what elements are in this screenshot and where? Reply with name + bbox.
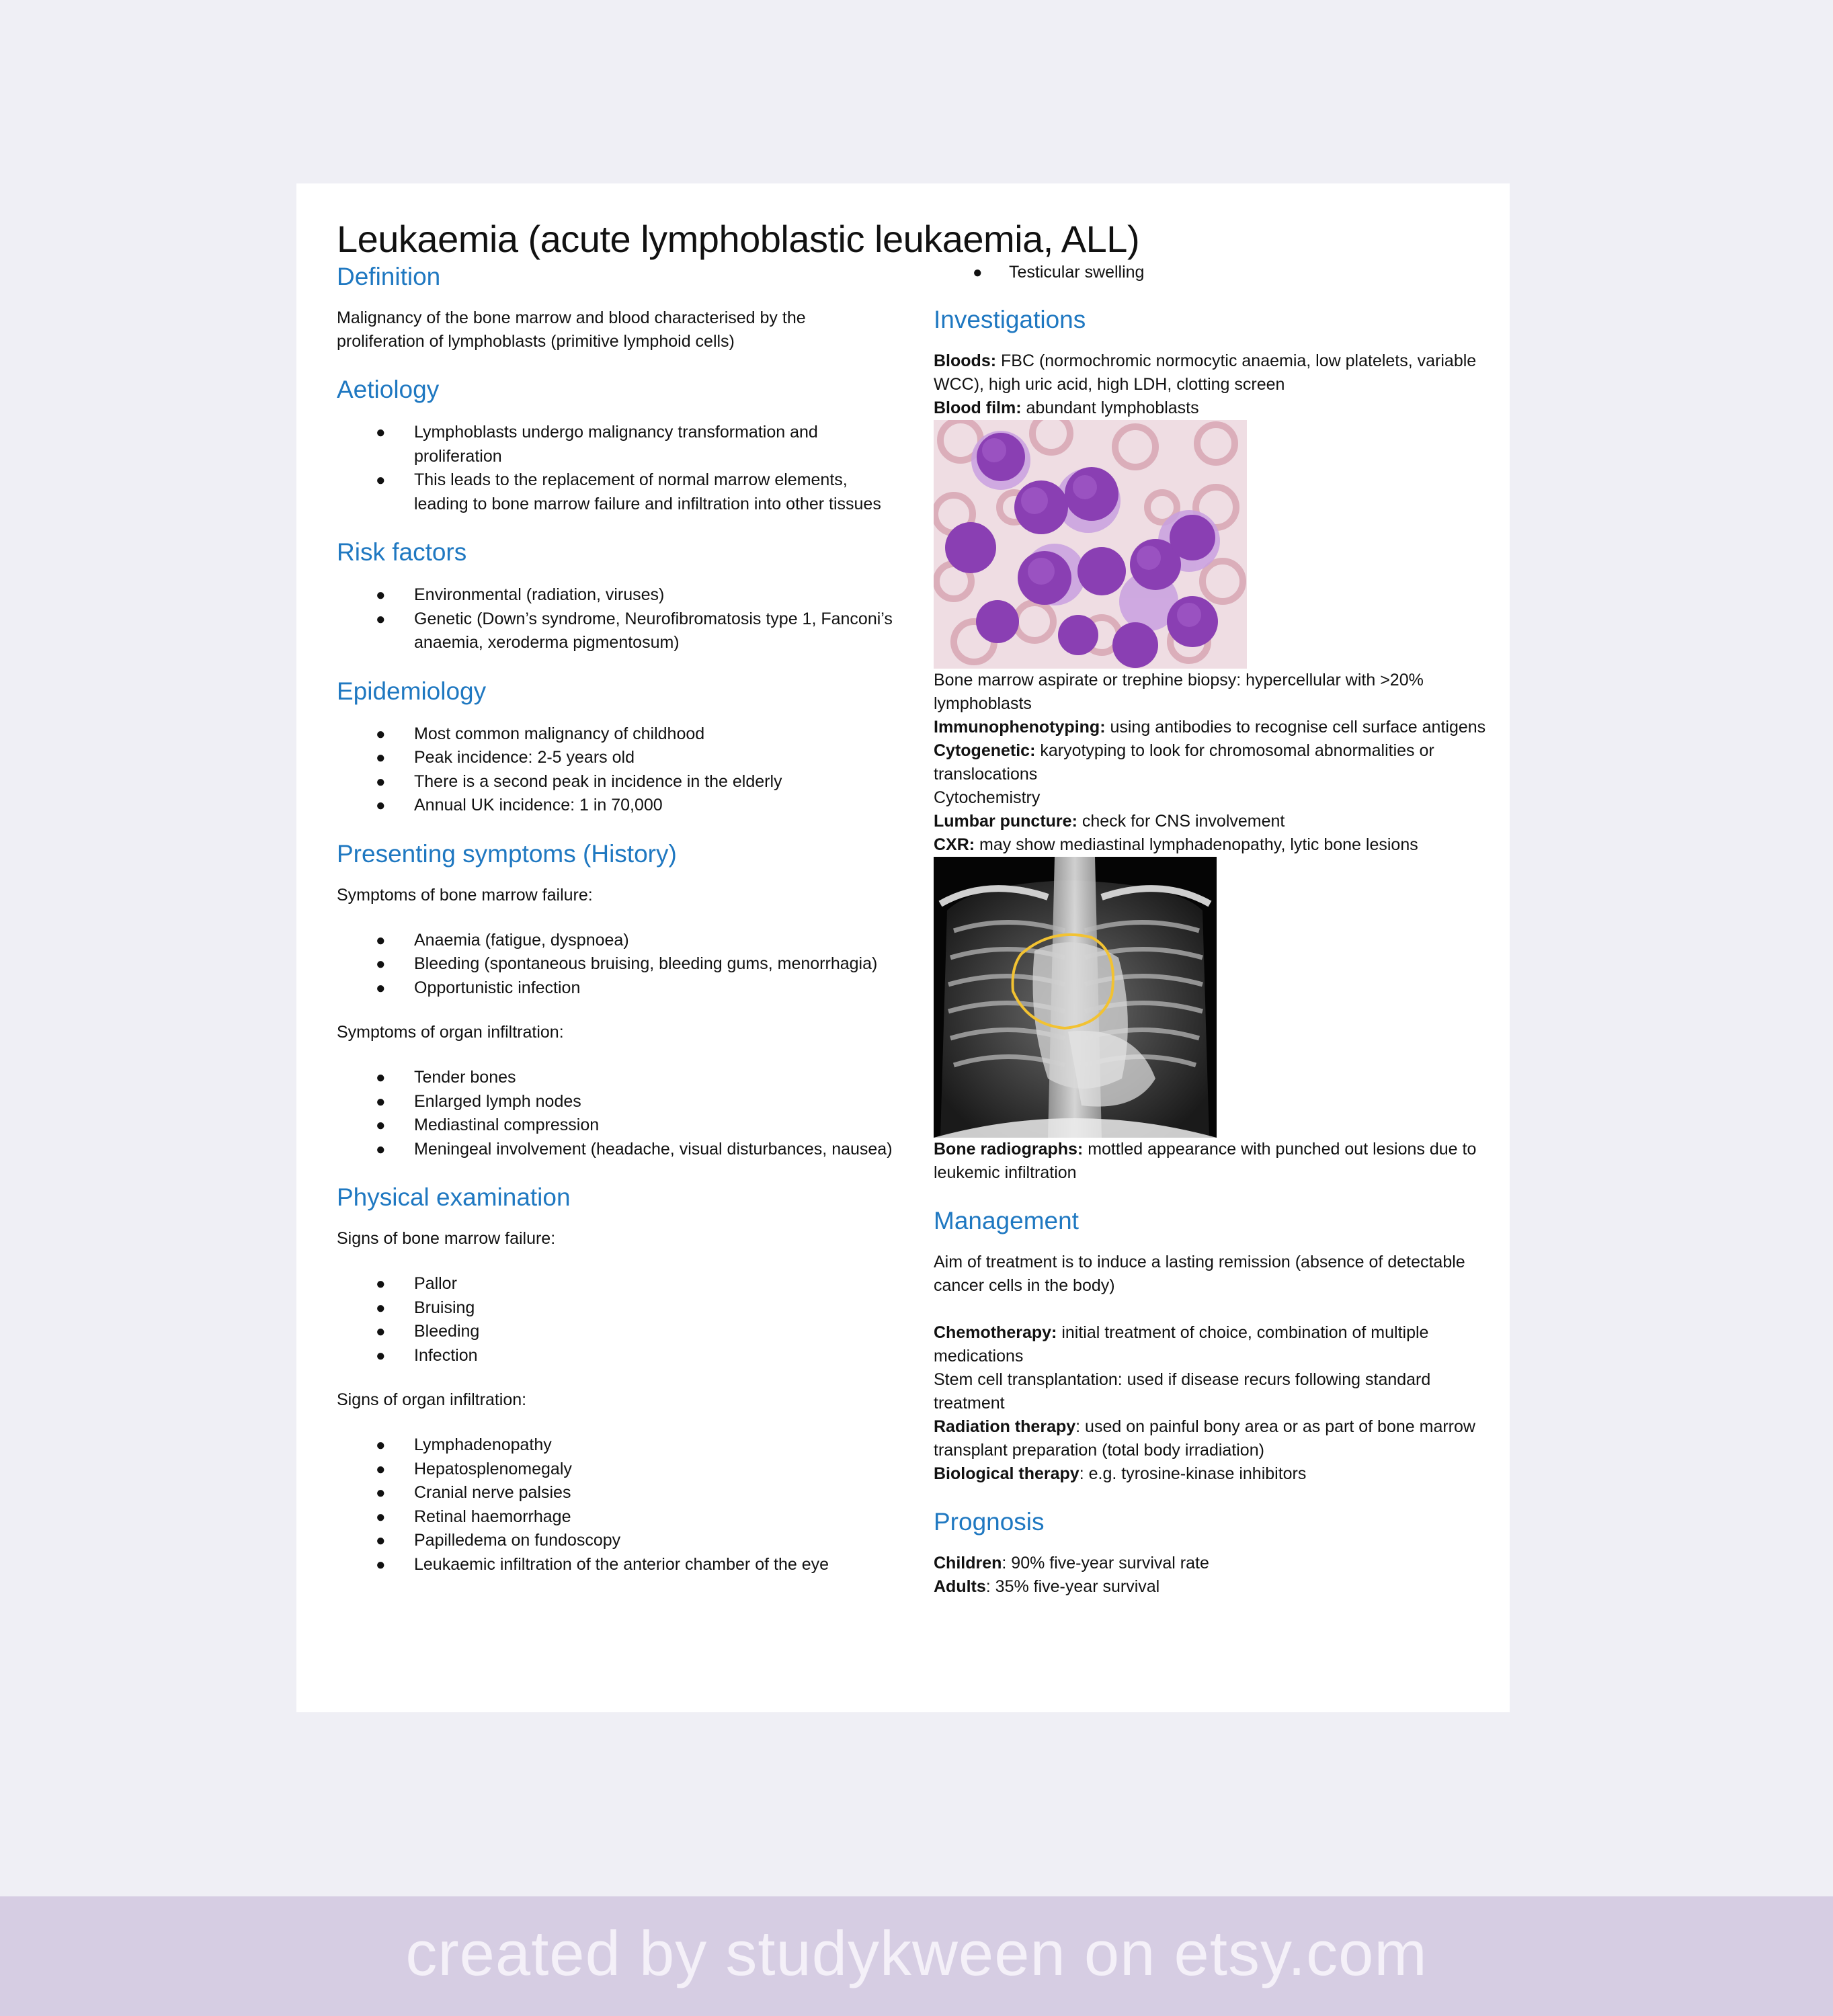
- page-title: Leukaemia (acute lymphoblastic leukaemia, ALL): [337, 218, 1140, 260]
- prognosis-adults-line: Adults: 35% five-year survival: [934, 1577, 1160, 1596]
- document-page: [296, 183, 1510, 1712]
- epidemiology-heading: Epidemiology: [337, 677, 487, 705]
- footer-band: [0, 1896, 1833, 2016]
- list-item: ● Enlarged lymph nodes: [376, 1091, 581, 1111]
- radiation-therapy-line: Radiation therapy: used on painful bony area or as part of bone marrow transplant preparation (total body irradiation): [934, 1417, 1475, 1460]
- list-item: ● Environmental (radiation, viruses): [376, 585, 665, 604]
- cytogenetic-line: Cytogenetic: karyotyping to look for chromosomal abnormalities or translocations: [934, 741, 1434, 784]
- organ-signs-intro: Signs of organ infiltration:: [337, 1390, 527, 1409]
- list-item: ● Meningeal involvement (headache, visual disturbances, nausea): [376, 1139, 893, 1159]
- marrow-symptoms-intro: Symptoms of bone marrow failure:: [337, 885, 593, 905]
- lumbar-puncture-line: Lumbar puncture: check for CNS involvement: [934, 811, 1285, 831]
- list-item: ● Infection: [376, 1345, 478, 1365]
- epidemiology-list: [337, 722, 895, 818]
- list-item: ● Mediastinal compression: [376, 1116, 600, 1134]
- watermark-text: created by studykween on etsy.com: [405, 1918, 1428, 1988]
- prognosis-children-line: Children: 90% five-year survival rate: [934, 1553, 1209, 1572]
- definition-heading: Definition: [337, 263, 441, 290]
- organ-symptoms-list: [337, 1066, 895, 1161]
- continued-symptoms-list: [934, 261, 1492, 285]
- aetiology-list: [337, 421, 895, 516]
- chest-xray-image: [934, 857, 1217, 1138]
- list-item: ● Retinal haemorrhage: [376, 1507, 571, 1526]
- organ-signs-list: [337, 1433, 895, 1577]
- aetiology-heading: Aetiology: [337, 376, 440, 403]
- immunophenotyping-line: Immunophenotyping: using antibodies to recognise cell surface antigens: [934, 717, 1486, 737]
- list-item: ● Most common malignancy of childhood: [376, 724, 705, 743]
- list-item: ● Papilledema on fundoscopy: [376, 1531, 621, 1550]
- blood-film-image: [934, 420, 1247, 669]
- organ-symptoms-intro: Symptoms of organ infiltration:: [337, 1023, 564, 1042]
- marrow-signs-intro: Signs of bone marrow failure:: [337, 1229, 556, 1248]
- bone-radiographs-line: Bone radiographs: mottled appearance with punched out lesions due to leukemic infiltration: [934, 1139, 1477, 1182]
- list-item: ● Annual UK incidence: 1 in 70,000: [376, 796, 663, 814]
- management-heading: Management: [934, 1206, 1079, 1234]
- bloods-line: Bloods: FBC (normochromic normocytic anaemia, low platelets, variable WCC), high uric acid, high LDH, clotting screen: [934, 351, 1477, 394]
- list-item: ● Pallor: [376, 1274, 457, 1293]
- list-item: ● Genetic (Down’s syndrome, Neurofibromatosis type 1, Fanconi’s anaemia, xeroderma pigmentosum): [376, 609, 893, 652]
- list-item: ● Opportunistic infection: [376, 978, 581, 997]
- list-item: ● This leads to the replacement of normal marrow elements, leading to bone marrow failure and infiltration into other tissues: [376, 470, 881, 513]
- list-item: ● Bruising: [376, 1298, 475, 1317]
- list-item: ● Bleeding: [376, 1322, 480, 1341]
- list-item: ● Hepatosplenomegaly: [376, 1459, 572, 1478]
- risk-factors-heading: Risk factors: [337, 538, 467, 566]
- definition-text: Malignancy of the bone marrow and blood characterised by the proliferation of lymphoblasts (primitive lymphoid cells): [337, 308, 806, 351]
- investigations-heading: Investigations: [934, 305, 1086, 333]
- list-item: ● Tender bones: [376, 1068, 516, 1087]
- right-column: [934, 262, 1492, 1599]
- list-item: ● Anaemia (fatigue, dyspnoea): [376, 930, 629, 950]
- list-item: ● Cranial nerve palsies: [376, 1483, 571, 1502]
- list-item: ● Bleeding (spontaneous bruising, bleeding gums, menorrhagia): [376, 954, 878, 973]
- left-column: [337, 262, 895, 1577]
- marrow-signs-list: [337, 1272, 895, 1368]
- chemotherapy-line: Chemotherapy: initial treatment of choice, combination of multiple medications: [934, 1322, 1429, 1366]
- list-item: ● Leukaemic infiltration of the anterior chamber of the eye: [376, 1554, 829, 1574]
- bone-marrow-line: Bone marrow aspirate or trephine biopsy: hypercellular with >20% lymphoblasts: [934, 670, 1424, 713]
- blood-film-line: Blood film: abundant lymphoblasts: [934, 398, 1199, 417]
- list-item: ● Peak incidence: 2-5 years old: [376, 748, 635, 767]
- presenting-symptoms-heading: Presenting symptoms (History): [337, 839, 677, 868]
- cxr-line: CXR: may show mediastinal lymphadenopathy, lytic bone lesions: [934, 835, 1418, 854]
- physical-examination-heading: Physical examination: [337, 1183, 571, 1211]
- cytochemistry-line: Cytochemistry: [934, 788, 1041, 807]
- biological-therapy-line: Biological therapy: e.g. tyrosine-kinase inhibitors: [934, 1464, 1307, 1483]
- list-item: ● Lymphadenopathy: [376, 1435, 552, 1454]
- risk-factors-list: [337, 583, 895, 655]
- list-item: ● There is a second peak in incidence in the elderly: [376, 771, 782, 791]
- marrow-symptoms-list: [337, 929, 895, 1001]
- prognosis-heading: Prognosis: [934, 1507, 1045, 1536]
- list-item: ● Lymphoblasts undergo malignancy transformation and proliferation: [376, 423, 818, 466]
- stem-cell-line: Stem cell transplantation: used if disease recurs following standard treatment: [934, 1370, 1431, 1413]
- management-aim: Aim of treatment is to induce a lasting remission (absence of detectable cancer cells in the body): [934, 1252, 1465, 1295]
- list-item: ● Testicular swelling: [973, 263, 1145, 282]
